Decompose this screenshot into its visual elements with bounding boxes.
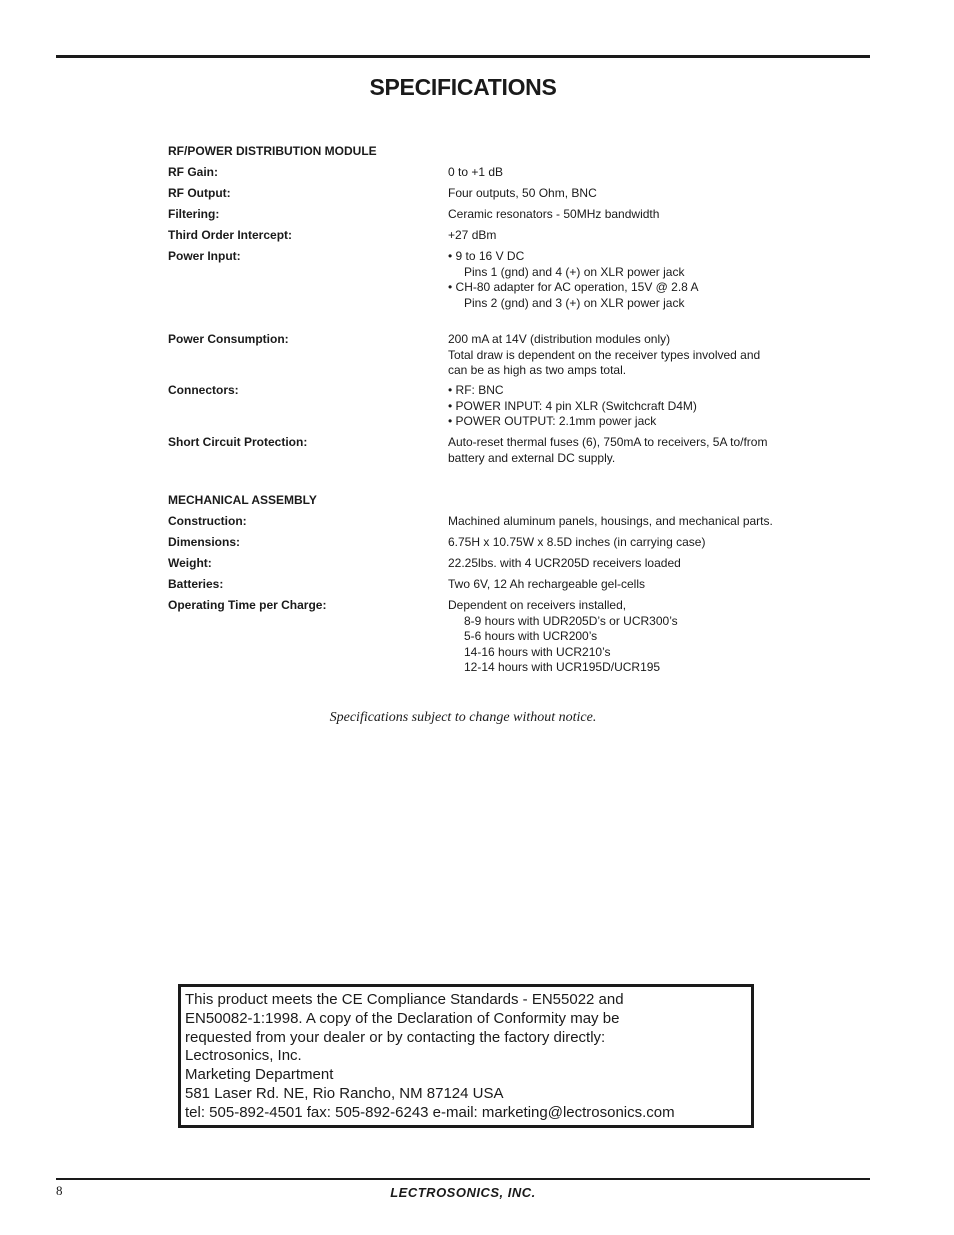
top-rule bbox=[56, 55, 870, 58]
section-heading-mechanical: MECHANICAL ASSEMBLY bbox=[168, 493, 317, 507]
spec-label: Power Consumption: bbox=[168, 332, 289, 346]
ce-line: 581 Laser Rd. NE, Rio Rancho, NM 87124 USA bbox=[185, 1084, 504, 1102]
spec-label: Construction: bbox=[168, 514, 247, 528]
spec-value: Auto-reset thermal fuses (6), 750mA to receivers, 5A to/from battery and external DC supply. bbox=[448, 435, 768, 465]
spec-value: • 9 to 16 V DC Pins 1 (gnd) and 4 (+) on XLR power jack • CH-80 adapter for AC operation, 15V @ 2.8 A Pins 2 (gnd) and 3 (+) on XLR power jack bbox=[448, 249, 699, 310]
footer-brand: LECTROSONICS, INC. bbox=[390, 1185, 536, 1200]
spec-value: 200 mA at 14V (distribution modules only) Total draw is dependent on the receiver types involved and can be as high as two amps total. bbox=[448, 332, 761, 377]
ce-line: Lectrosonics, Inc. bbox=[185, 1047, 302, 1065]
spec-label: Short Circuit Protection: bbox=[168, 435, 308, 449]
section-heading-rf: RF/POWER DISTRIBUTION MODULE bbox=[168, 144, 377, 158]
page-number: 8 bbox=[56, 1183, 63, 1198]
spec-label: Filtering: bbox=[168, 207, 220, 221]
ce-line: requested from your dealer or by contacting the factory directly: bbox=[185, 1028, 606, 1046]
spec-label: Weight: bbox=[168, 556, 212, 570]
ce-line: Marketing Department bbox=[185, 1066, 334, 1084]
ce-line: EN50082-1:1998. A copy of the Declaration of Conformity may be bbox=[185, 1009, 620, 1027]
spec-value: 22.25lbs. with 4 UCR205D receivers loaded bbox=[448, 556, 681, 570]
spec-label: Power Input: bbox=[168, 249, 241, 263]
spec-label: RF Output: bbox=[168, 186, 231, 200]
spec-label: Batteries: bbox=[168, 577, 224, 591]
spec-value: Ceramic resonators - 50MHz bandwidth bbox=[448, 207, 660, 221]
spec-value: Dependent on receivers installed, 8-9 hours with UDR205D’s or UCR300’s 5-6 hours with UCR200’s 14-16 hours with UCR210’s 12-14 hours with UCR195D/UCR195 bbox=[448, 598, 678, 674]
spec-value: +27 dBm bbox=[448, 228, 497, 242]
ce-compliance-box bbox=[178, 984, 754, 1128]
spec-value: 6.75H x 10.75W x 8.5D inches (in carrying case) bbox=[448, 535, 706, 549]
change-notice: Specifications subject to change without notice. bbox=[329, 710, 597, 725]
spec-label: Third Order Intercept: bbox=[168, 228, 293, 242]
page-title: SPECIFICATIONS bbox=[369, 74, 557, 100]
spec-value: • RF: BNC • POWER INPUT: 4 pin XLR (Switchcraft D4M) • POWER OUTPUT: 2.1mm power jack bbox=[448, 383, 697, 428]
spec-value: Machined aluminum panels, housings, and mechanical parts. bbox=[448, 514, 773, 528]
spec-value: 0 to +1 dB bbox=[448, 165, 504, 179]
spec-label: Operating Time per Charge: bbox=[168, 598, 327, 612]
ce-line: This product meets the CE Compliance Standards - EN55022 and bbox=[185, 991, 624, 1008]
ce-line: tel: 505-892-4501 fax: 505-892-6243 e-mail: marketing@lectrosonics.com bbox=[185, 1103, 675, 1121]
spec-label: Connectors: bbox=[168, 383, 239, 397]
spec-label: RF Gain: bbox=[168, 165, 218, 179]
spec-value: Four outputs, 50 Ohm, BNC bbox=[448, 186, 597, 200]
bottom-rule bbox=[56, 1178, 870, 1180]
spec-label: Dimensions: bbox=[168, 535, 241, 549]
spec-value: Two 6V, 12 Ah rechargeable gel-cells bbox=[448, 577, 646, 591]
